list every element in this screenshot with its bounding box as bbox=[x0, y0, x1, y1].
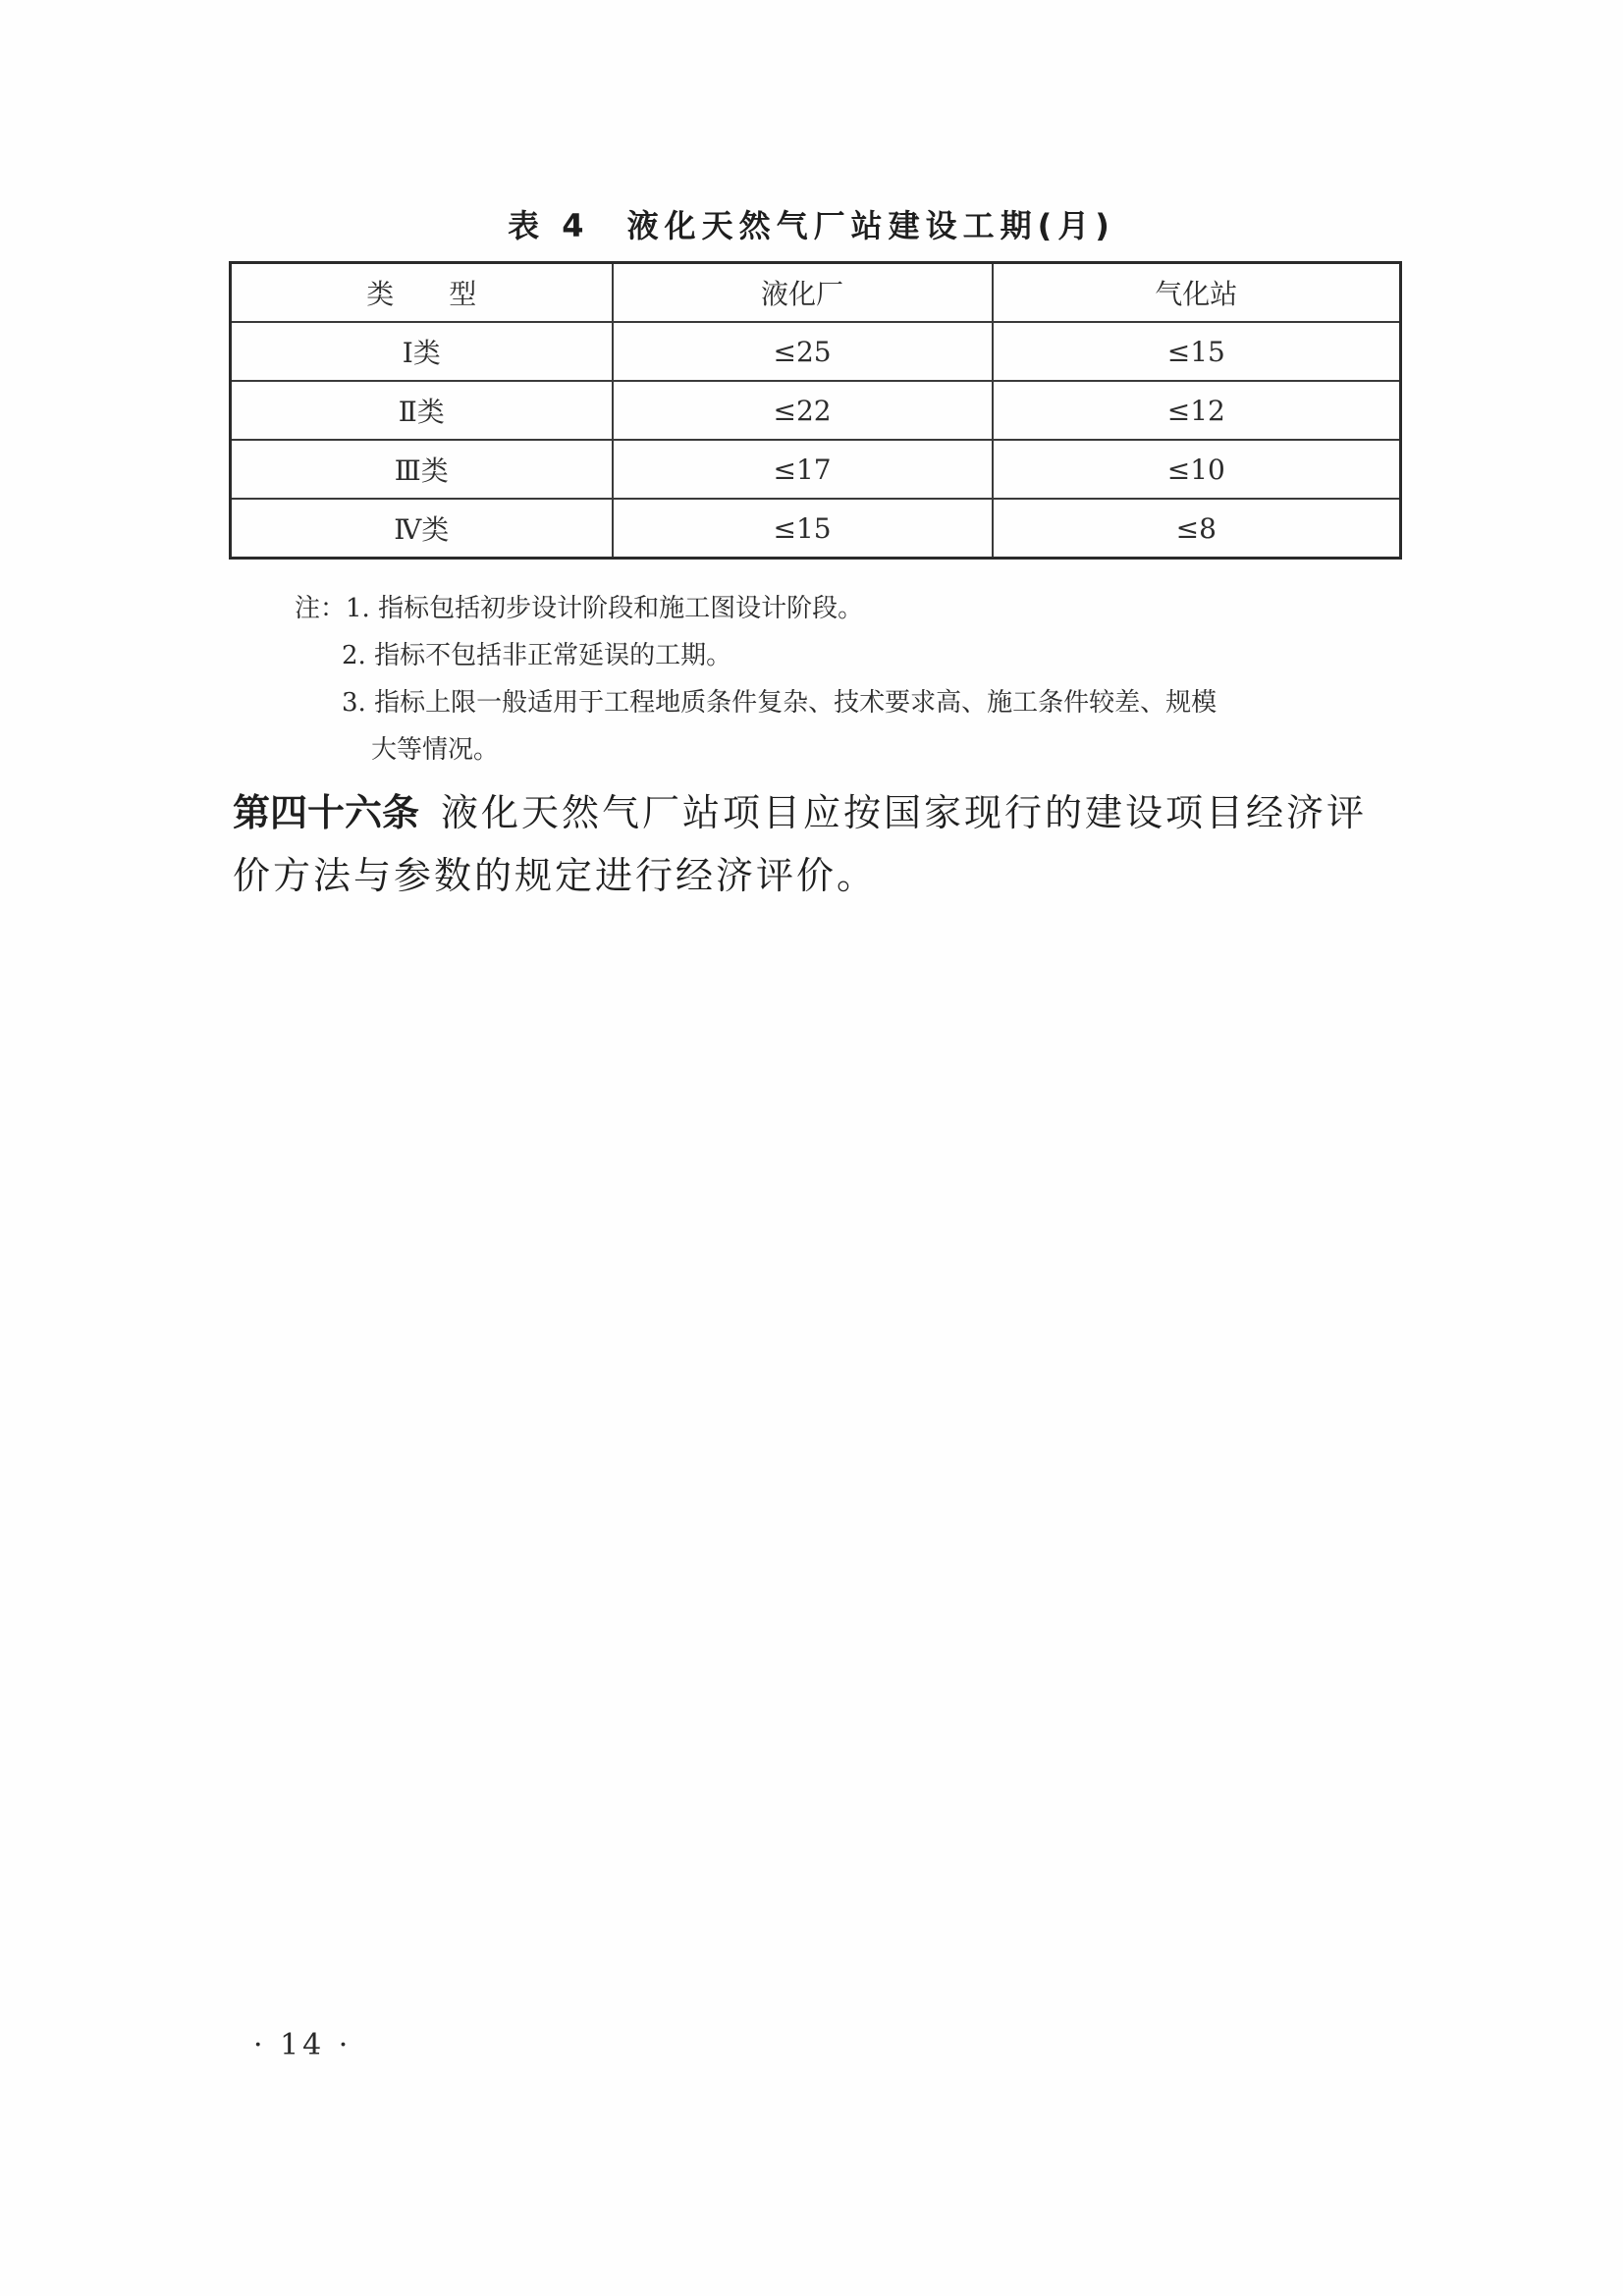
table-row bbox=[231, 381, 1401, 440]
row-gasification-value: ≤15 bbox=[993, 322, 1401, 381]
header-liquefaction-plant: 液化厂 bbox=[613, 263, 993, 323]
header-type: 类 型 bbox=[231, 263, 613, 323]
table-header-row bbox=[231, 263, 1401, 323]
row-liquefaction-value: ≤25 bbox=[613, 322, 993, 381]
header-gasification-station: 气化站 bbox=[993, 263, 1401, 323]
table-row bbox=[231, 499, 1401, 559]
article-text: 液化天然气厂站项目应按国家现行的建设项目经济评价方法与参数的规定进行经济评价。 bbox=[233, 791, 1368, 897]
note-text: 1. 指标包括初步设计阶段和施工图设计阶段。 bbox=[346, 594, 864, 623]
row-type: Ⅰ类 bbox=[231, 322, 613, 381]
note-text: 大等情况。 bbox=[371, 735, 500, 765]
note-text: 2. 指标不包括非正常延误的工期。 bbox=[342, 641, 732, 670]
article-heading: 第四十六条 bbox=[233, 791, 420, 834]
table-row bbox=[231, 322, 1401, 381]
row-liquefaction-value: ≤17 bbox=[613, 440, 993, 499]
row-type: Ⅳ类 bbox=[231, 499, 613, 559]
table-row bbox=[231, 440, 1401, 499]
row-gasification-value: ≤12 bbox=[993, 381, 1401, 440]
page-number: · 14 · bbox=[253, 2028, 352, 2062]
row-gasification-value: ≤10 bbox=[993, 440, 1401, 499]
construction-period-table bbox=[229, 261, 1402, 560]
note-item-continuation bbox=[295, 726, 1414, 774]
row-type: Ⅱ类 bbox=[231, 381, 613, 440]
note-item bbox=[295, 585, 1414, 632]
row-liquefaction-value: ≤22 bbox=[613, 381, 993, 440]
row-gasification-value: ≤8 bbox=[993, 499, 1401, 559]
row-liquefaction-value: ≤15 bbox=[613, 499, 993, 559]
article-46 bbox=[233, 781, 1406, 907]
note-item bbox=[295, 632, 1414, 679]
table-title: 表 4 液化天然气厂站建设工期(月) bbox=[508, 207, 1115, 244]
row-type: Ⅲ类 bbox=[231, 440, 613, 499]
note-item bbox=[295, 679, 1414, 726]
note-text: 3. 指标上限一般适用于工程地质条件复杂、技术要求高、施工条件较差、规模 bbox=[342, 688, 1217, 718]
table-notes bbox=[295, 585, 1414, 774]
notes-lead: 注： bbox=[295, 594, 347, 623]
